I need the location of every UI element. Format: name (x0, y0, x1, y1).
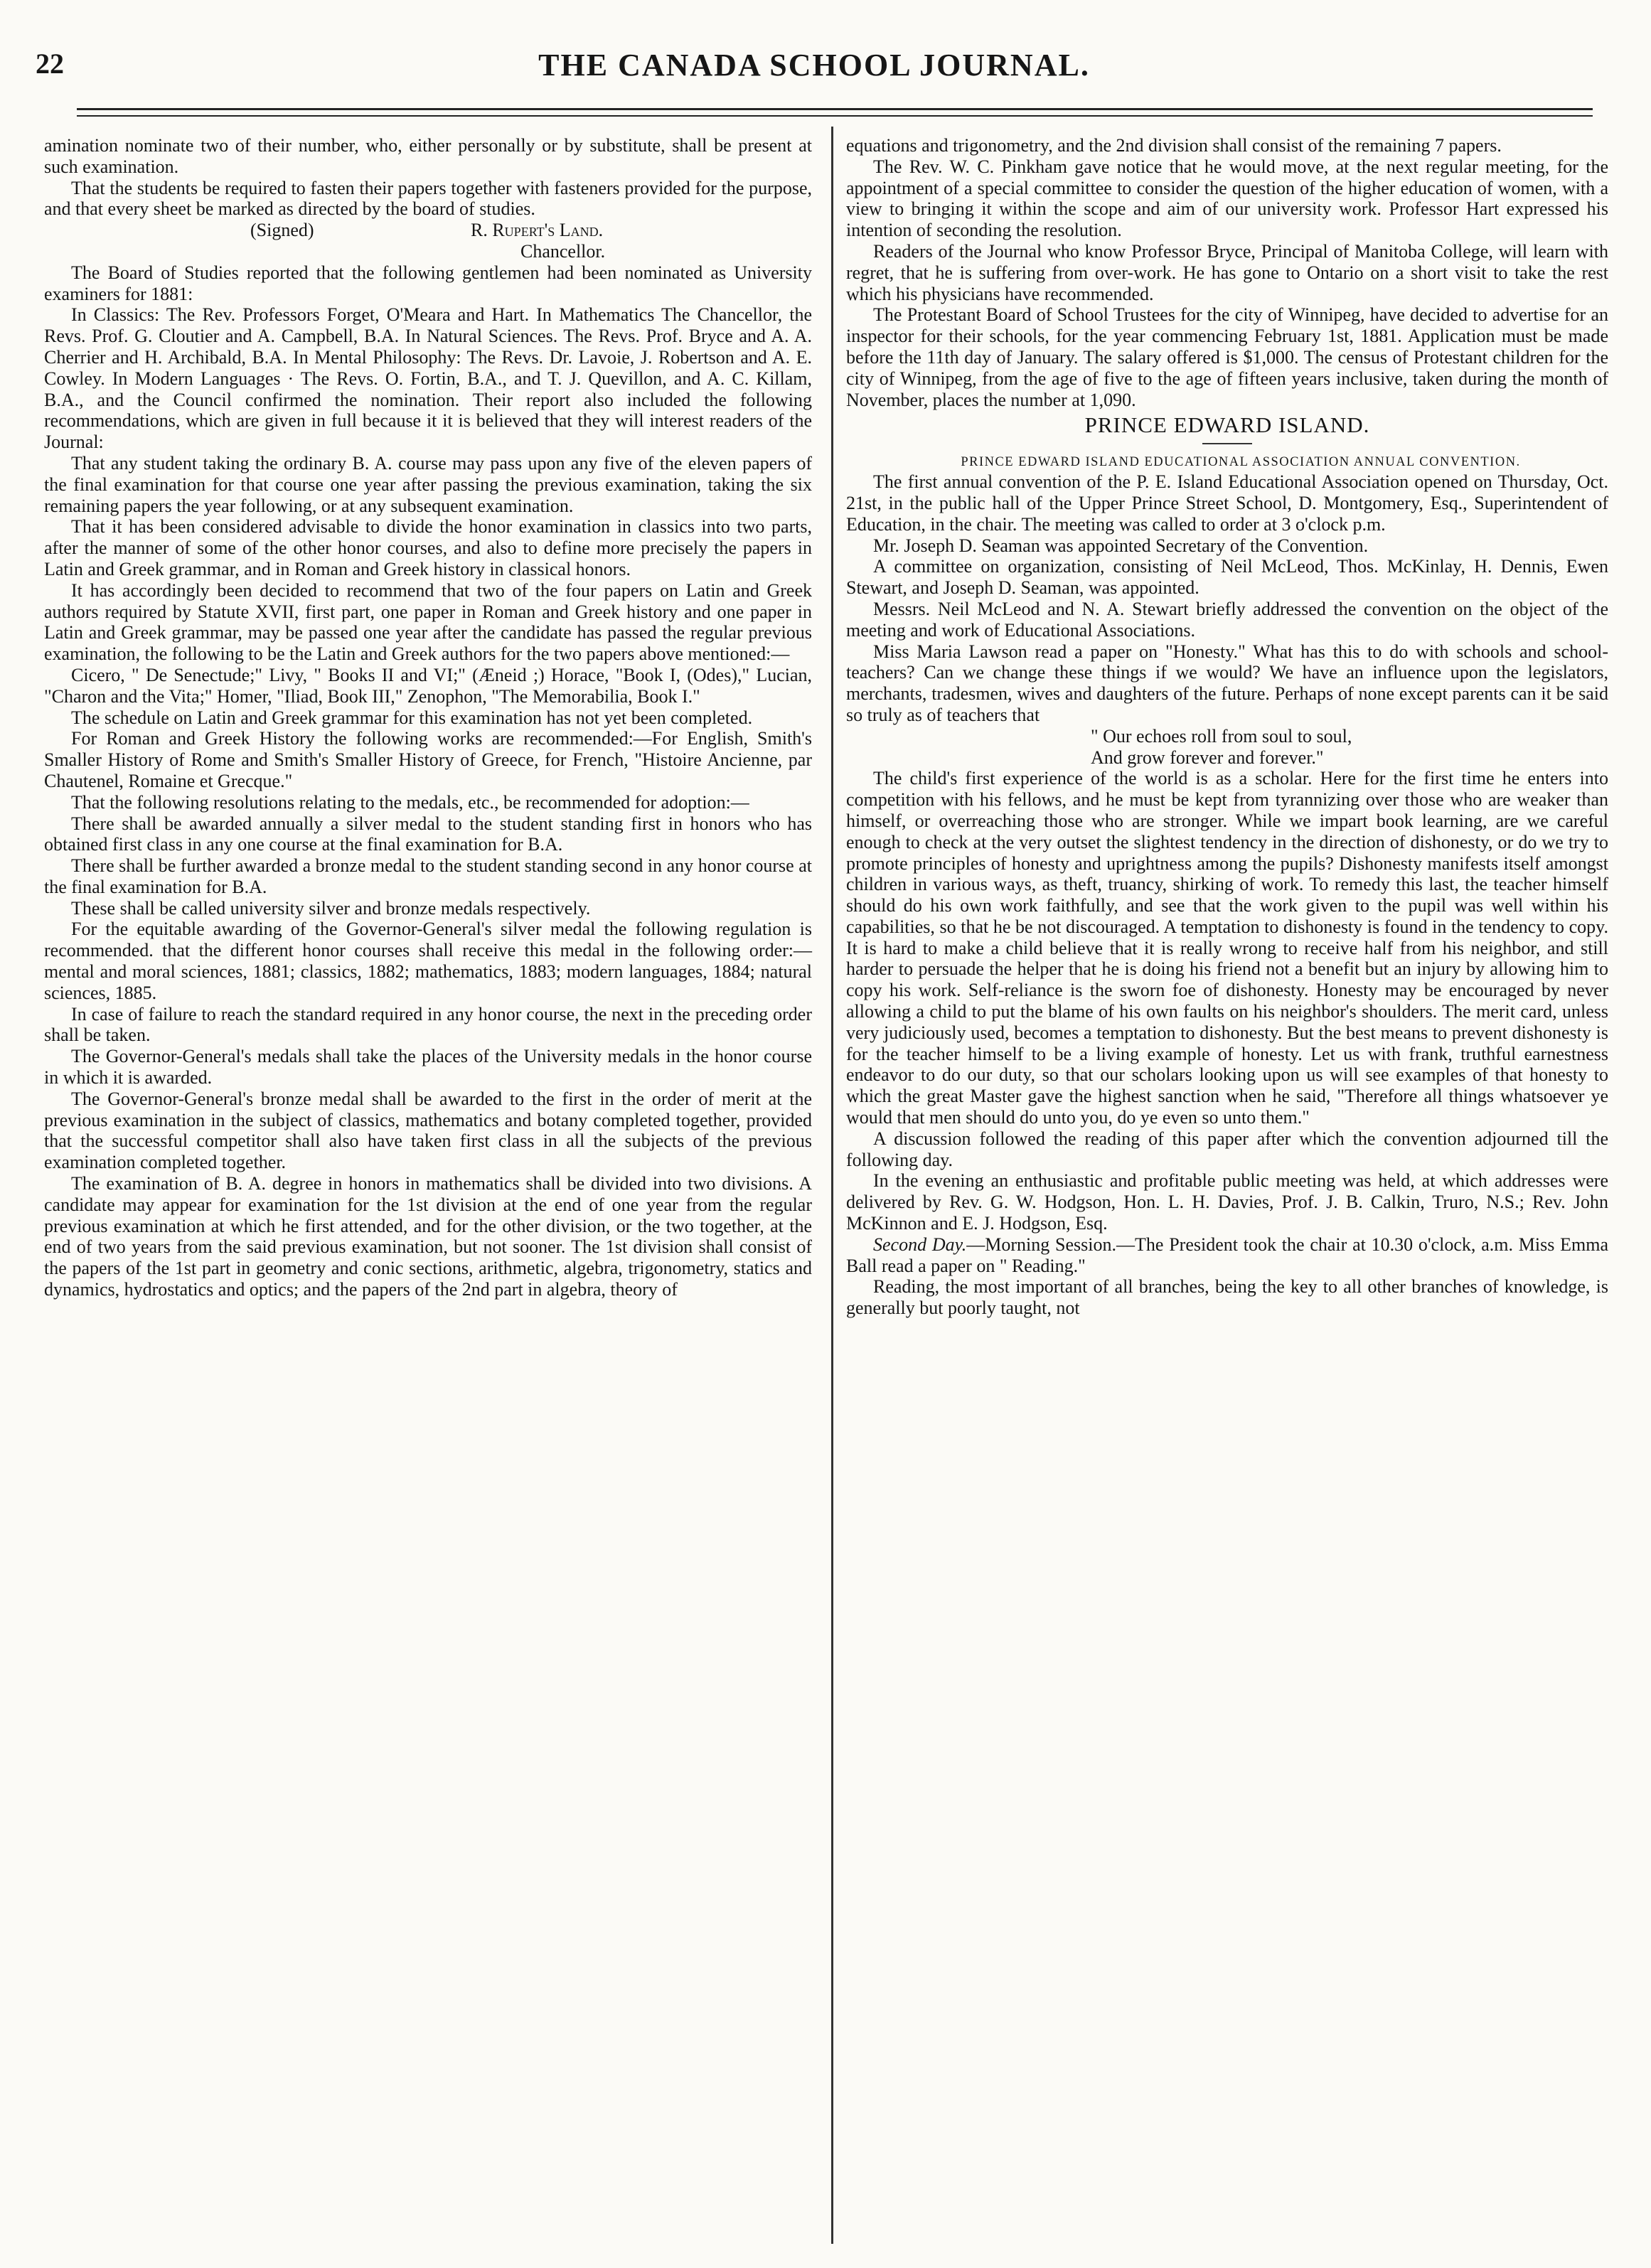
paragraph: That any student taking the ordinary B. A. course may pass upon any five of the eleven papers of the final examination for that course one year after passing the previous examination, taking the six remaining papers the year following, or at any subsequent examination. (44, 452, 812, 516)
paragraph: The child's first experience of the world is as a scholar. Here for the first time he enters into competition with his fellows, and he must be kept from tyrannizing over those who are weaker than himself, or overreaching those who are stronger. While we impart book learning, are we careful enough to check at the very outset the slightest tendency in the direction of dishonesty, or do we try to promote principles of honesty and uprightness among the pupils? Dishonesty manifests itself amongst children in various ways, as theft, truancy, shirking of work. To remedy this last, the teacher himself should do his own work faithfully, and see that the work given to the pupil was well within his capabilities, so that he be not discouraged. A temptation to dishonesty is found in the tendency to copy. It is hard to make a child believe that it is really wrong to receive half from his neighbor, and still harder to persuade the helper that he is doing his friend not a benefit but an injury by allowing him to copy his work. Self-reliance is the sworn foe of dishonesty. Honesty may be encouraged by never allowing a child to put the blame of his own faults on his neighbor's shoulders. The merit card, unless very judiciously used, becomes a temptation to dishonesty. But the best means to prevent dishonesty is for the teacher himself to be a living example of honesty. Let us with frank, truthful earnestness endeavor to do our duty, so that our scholars looking upon us will see examples of that honesty to which the great Master gave the highest sanction when he said, "Therefore all things whatsoever ye would that men should do unto you, do ye even so unto them." (846, 768, 1608, 1128)
paragraph: Cicero, " De Senectude;" Livy, " Books II and VI;" (Æneid ;) Horace, "Book I, (Odes)," Lucian, "Charon and the Vita;" Homer, "Iliad, Book III," Zenophon, "The Memorabilia, Book I." (44, 664, 812, 707)
paragraph: The Board of Studies reported that the following gentlemen had been nominated as University examiners for 1881: (44, 262, 812, 304)
paragraph: The Governor-General's bronze medal shall be awarded to the first in the order of merit at the previous examination in the subject of classics, mathematics and botany completed together, provided that the successful competitor shall also have taken first class in all the subjects of the previous examination completed together. (44, 1088, 812, 1173)
paragraph: The Protestant Board of School Trustees for the city of Winnipeg, have decided to advertise for an inspector for their schools, for the year commencing February 1st, 1881. Application must be made before the 11th day of January. The salary offered is $1,000. The census of Protestant children for the city of Winnipeg, from the age of five to the age of fifteen years inclusive, taken during the month of November, places the number at 1,090. (846, 304, 1608, 410)
paragraph: There shall be awarded annually a silver medal to the student standing first in honors who has obtained first class in any one course at the final examination for B.A. (44, 813, 812, 855)
page-number: 22 (36, 48, 64, 80)
paragraph: Readers of the Journal who know Professor Bryce, Principal of Manitoba College, will learn with regret, that he is suffering from over-work. He has gone to Ontario on a short visit to take the rest which his physicians have recommended. (846, 240, 1608, 304)
signed-label: (Signed) (250, 220, 314, 241)
column-divider (831, 127, 833, 2244)
signature-line (44, 220, 812, 241)
paragraph: Messrs. Neil McLeod and N. A. Stewart briefly addressed the convention on the object of the meeting and work of Educational Associations. (846, 598, 1608, 641)
paragraph: In the evening an enthusiastic and profitable public meeting was held, at which addresses were delivered by Rev. G. W. Hodgson, Hon. L. H. Davies, Prof. J. B. Calkin, Truro, N.S.; Rev. John McKinnon and E. J. Hodgson, Esq. (846, 1170, 1608, 1234)
paragraph: The Rev. W. C. Pinkham gave notice that he would move, at the next regular meeting, for the appointment of a special committee to consider the question of the higher education of women, with a view to bringing it within the scope and aim of our university work. Professor Hart expressed his intention of seconding the resolution. (846, 156, 1608, 241)
paragraph: The first annual convention of the P. E. Island Educational Association opened on Thursday, Oct. 21st, in the public hall of the Upper Prince Street School, D. Montgomery, Esq., Superintendent of Education, in the chair. The meeting was called to order at 3 o'clock p.m. (846, 471, 1608, 535)
paragraph: These shall be called university silver and bronze medals respectively. (71, 897, 591, 919)
page-header (36, 47, 1593, 97)
paragraph-text: —Morning Session.—The President took the chair at 10.30 o'clock, a.m. Miss Emma Ball read a paper on " Reading." (846, 1234, 1609, 1276)
signer-name: R. Rupert's Land. (471, 220, 604, 241)
paragraph: For Roman and Greek History the following works are recommended:—For English, Smith's Smaller History of Rome and Smith's Smaller History of Greece, for French, "Histoire Ancienne, par Chautenel, Romaine et Grecque." (44, 728, 812, 791)
paragraph: There shall be further awarded a bronze medal to the student standing second in any honor course at the final examination for B.A. (44, 855, 812, 897)
paragraph: It has accordingly been decided to recommend that two of the four papers on Latin and Greek authors required by Statute XVII, first part, one paper in Roman and Greek history and one paper in Latin and Greek grammar, may be passed one year after the candidate has passed the regular previous examination, the following to be the Latin and Greek authors for the two papers above mentioned:— (44, 579, 812, 665)
paragraph: That it has been considered advisable to divide the honor examination in classics into two parts, after the manner of some of the other honor courses, and also to define more precisely the papers in Latin and Greek grammar, and in Roman and Greek history in classical honors. (44, 516, 812, 579)
paragraph: The schedule on Latin and Greek grammar for this examination has not yet been completed. (71, 707, 753, 728)
sub-heading: PRINCE EDWARD ISLAND EDUCATIONAL ASSOCIATION ANNUAL CONVENTION. (961, 455, 1521, 470)
paragraph: Miss Maria Lawson read a paper on "Honesty." What has this to do with schools and school-teachers? Can we change these things if we would? We have an influence upon the legislators, merchants, tradesmen, wives and daughters of the future. Perhaps of none except parents can it be said so truly as of teachers that (846, 641, 1608, 725)
paragraph: That the students be required to fasten their papers together with fasteners provided for the purpose, and that every sheet be marked as directed by the board of studies. (44, 177, 812, 220)
paragraph: That the following resolutions relating to the medals, etc., be recommended for adoption:— (71, 791, 749, 813)
section-heading: PRINCE EDWARD ISLAND. (1084, 412, 1370, 438)
paragraph: A committee on organization, consisting of Neil McLeod, Thos. McKinlay, H. Dennis, Ewen Stewart, and Joseph D. Seaman, was appointed. (846, 556, 1608, 599)
paragraph: The examination of B. A. degree in honors in mathematics shall be divided into two divisions. A candidate may appear for examination for the 1st division at the end of one year from the regular previous examination at which he first attended, and for the other division, or the two together, at the end of two years from the said previous examination, but not sooner. The 1st division shall consist of the papers of the 1st part in geometry and conic sections, arithmetic, algebra, trigonometry, statics and dynamics, hydrostatics and optics; and the papers of the 2nd part in algebra, theory of (44, 1173, 812, 1300)
paragraph (846, 1234, 1608, 1277)
header-rule-top (77, 108, 1593, 110)
quote-line: And grow forever and forever." (1091, 747, 1324, 768)
day-label: Second Day. (873, 1234, 967, 1255)
header-rule-bottom (77, 115, 1593, 117)
paragraph: The Governor-General's medals shall take the places of the University medals in the honor course in which it is awarded. (44, 1046, 812, 1088)
paragraph: For the equitable awarding of the Governor-General's silver medal the following regulation is recommended. that the different honor courses shall receive this medal in the following order:— mental and moral sciences, 1881; classics, 1882; mathematics, 1883; modern languages, 1884; natural sciences, 1885. (44, 919, 812, 1003)
paragraph: In case of failure to reach the standard required in any honor course, the next in the preceding order shall be taken. (44, 1003, 812, 1046)
paragraph: equations and trigonometry, and the 2nd division shall consist of the remaining 7 papers. (846, 135, 1502, 156)
paragraph: Mr. Joseph D. Seaman was appointed Secretary of the Convention. (873, 535, 1369, 556)
right-column (846, 135, 1608, 1319)
heading-rule (1202, 443, 1252, 444)
paragraph: In Classics: The Rev. Professors Forget, O'Meara and Hart. In Mathematics The Chancellor, the Revs. Prof. G. Cloutier and A. Campbell, B.A. In Natural Sciences. The Revs. Prof. Bryce and A. A. Cherrier and H. Archibald, B.A. In Mental Philosophy: The Revs. Dr. Lavoie, J. Robertson and A. E. Cowley. In Modern Languages · The Revs. O. Fortin, B.A., and T. J. Quevillon, and A. C. Killam, B.A., and the Council confirmed the nomination. Their report also included the following recommendations, which are given in full because it it is believed that they will interest readers of the Journal: (44, 304, 812, 453)
paragraph: amination nominate two of their number, who, either personally or by substitute, shall be present at such examination. (44, 135, 812, 177)
paragraph: A discussion followed the reading of this paper after which the convention adjourned till the following day. (846, 1128, 1608, 1170)
paragraph: Reading, the most important of all branches, being the key to all other branches of knowledge, is generally but poorly taught, not (846, 1276, 1608, 1319)
quote-line: " Our echoes roll from soul to soul, (1091, 725, 1352, 747)
signer-title: Chancellor. (520, 240, 606, 262)
journal-title: THE CANADA SCHOOL JOURNAL. (538, 48, 1090, 82)
left-column (44, 135, 812, 1300)
